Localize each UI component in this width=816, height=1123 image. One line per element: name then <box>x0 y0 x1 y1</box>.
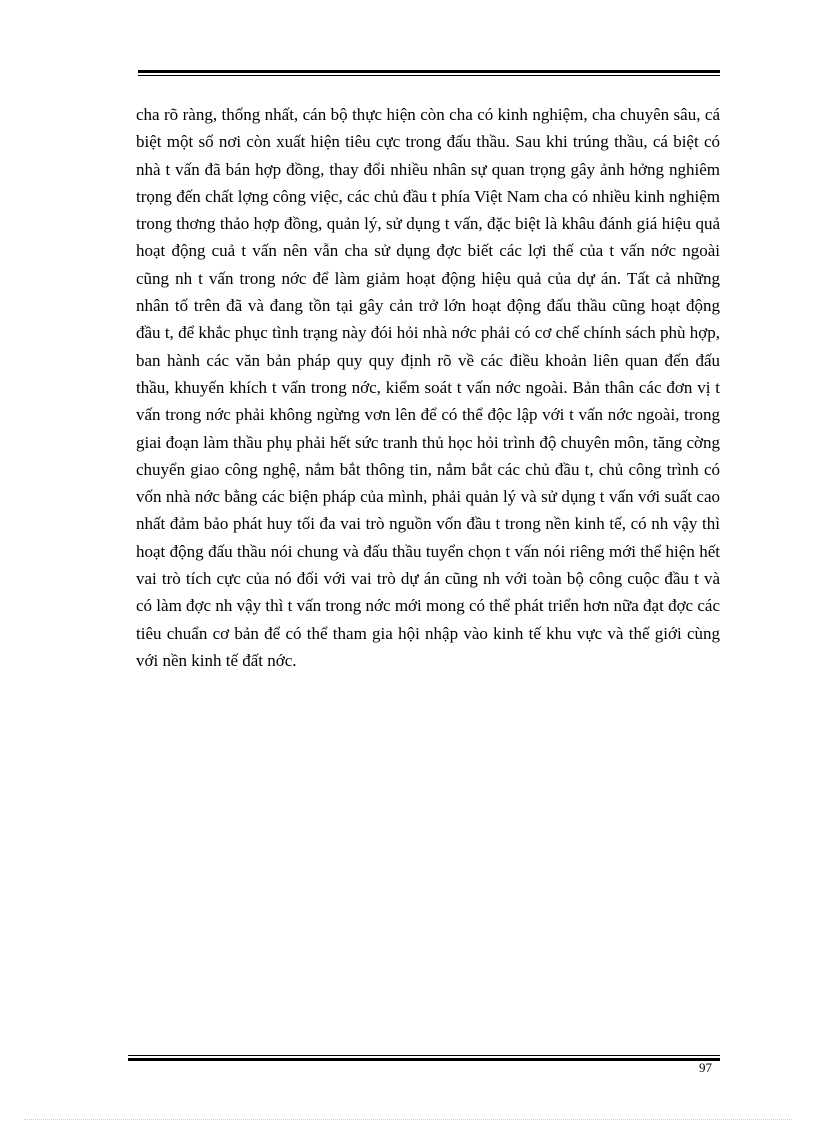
footer-double-rule <box>128 1055 720 1062</box>
header-double-rule <box>138 70 720 77</box>
footer-rule-thin <box>128 1055 720 1056</box>
header-rule-thick <box>138 70 720 73</box>
page-number: 97 <box>699 1060 712 1075</box>
page-edge-dotted-line <box>24 1119 792 1120</box>
footer-rule-thick <box>128 1058 720 1061</box>
header-rule-thin <box>138 75 720 76</box>
body-paragraph: cha rõ ràng, thống nhất, cán bộ thực hiện còn cha có kinh nghiệm, cha chuyên sâu, cá biệt một số nơi còn xuất hiện tiêu cực trong đấu thầu. Sau khi trúng thầu, cá biệt có nhà t vấn đã bán hợp đồng, thay đổi nhiều nhân sự quan trọng gây ảnh hởng nghiêm trọng đến chất lợng công việc, các chủ đầu t phía Việt Nam cha có nhiều kinh nghiệm trong thơng thảo hợp đồng, quản lý, sử dụng t vấn, đặc biệt là khâu đánh giá hiệu quả hoạt động cuả t vấn nên vẫn cha sử dụng đợc biết các lợi thế của t vấn nớc ngoài cũng nh t vấn trong nớc để làm giảm hoạt động hiệu quả của dự án. Tất cả những nhân tố trên đã và đang tồn tại gây cản trở lớn hoạt động đấu thầu cũng hoạt động đầu t, để khắc phục tình trạng này đói hỏi nhà nớc phải có cơ chế chính sách phù hợp, ban hành các văn bản pháp quy quy định rõ về các điều khoản liên quan đến đấu thầu, khuyến khích t vấn trong nớc, kiểm soát t vấn nớc ngoài. Bản thân các đơn vị t vấn trong nớc phải không ngừng vơn lên để có thể độc lập với t vấn nớc ngoài, trong giai đoạn làm thầu phụ phải hết sức tranh thủ học hỏi trình độ chuyên môn, tăng cờng chuyển giao công nghệ, nắm bắt thông tin, nắm bắt các chủ đầu t, chủ công trình có vốn nhà nớc bằng các biện pháp của mình, phải quản lý và sử dụng t vấn với suất cao nhất đảm bảo phát huy tối đa vai trò nguồn vốn đầu t trong nền kinh tế, có nh vậy thì hoạt động đấu thầu nói chung và đấu thầu tuyển chọn t vấn nói riêng mới thể hiện hết vai trò tích cực của nó đối với vai trò dự án cũng nh với toàn bộ công cuộc đầu t và có làm đợc nh vậy thì t vấn trong nớc mới mong có thể phát triển hơn nữa đạt đợc các tiêu chuẩn cơ bản để có thể tham gia hội nhập vào kinh tế khu vực và thế giới cùng với nền kinh tế đất nớc. <box>136 105 720 670</box>
